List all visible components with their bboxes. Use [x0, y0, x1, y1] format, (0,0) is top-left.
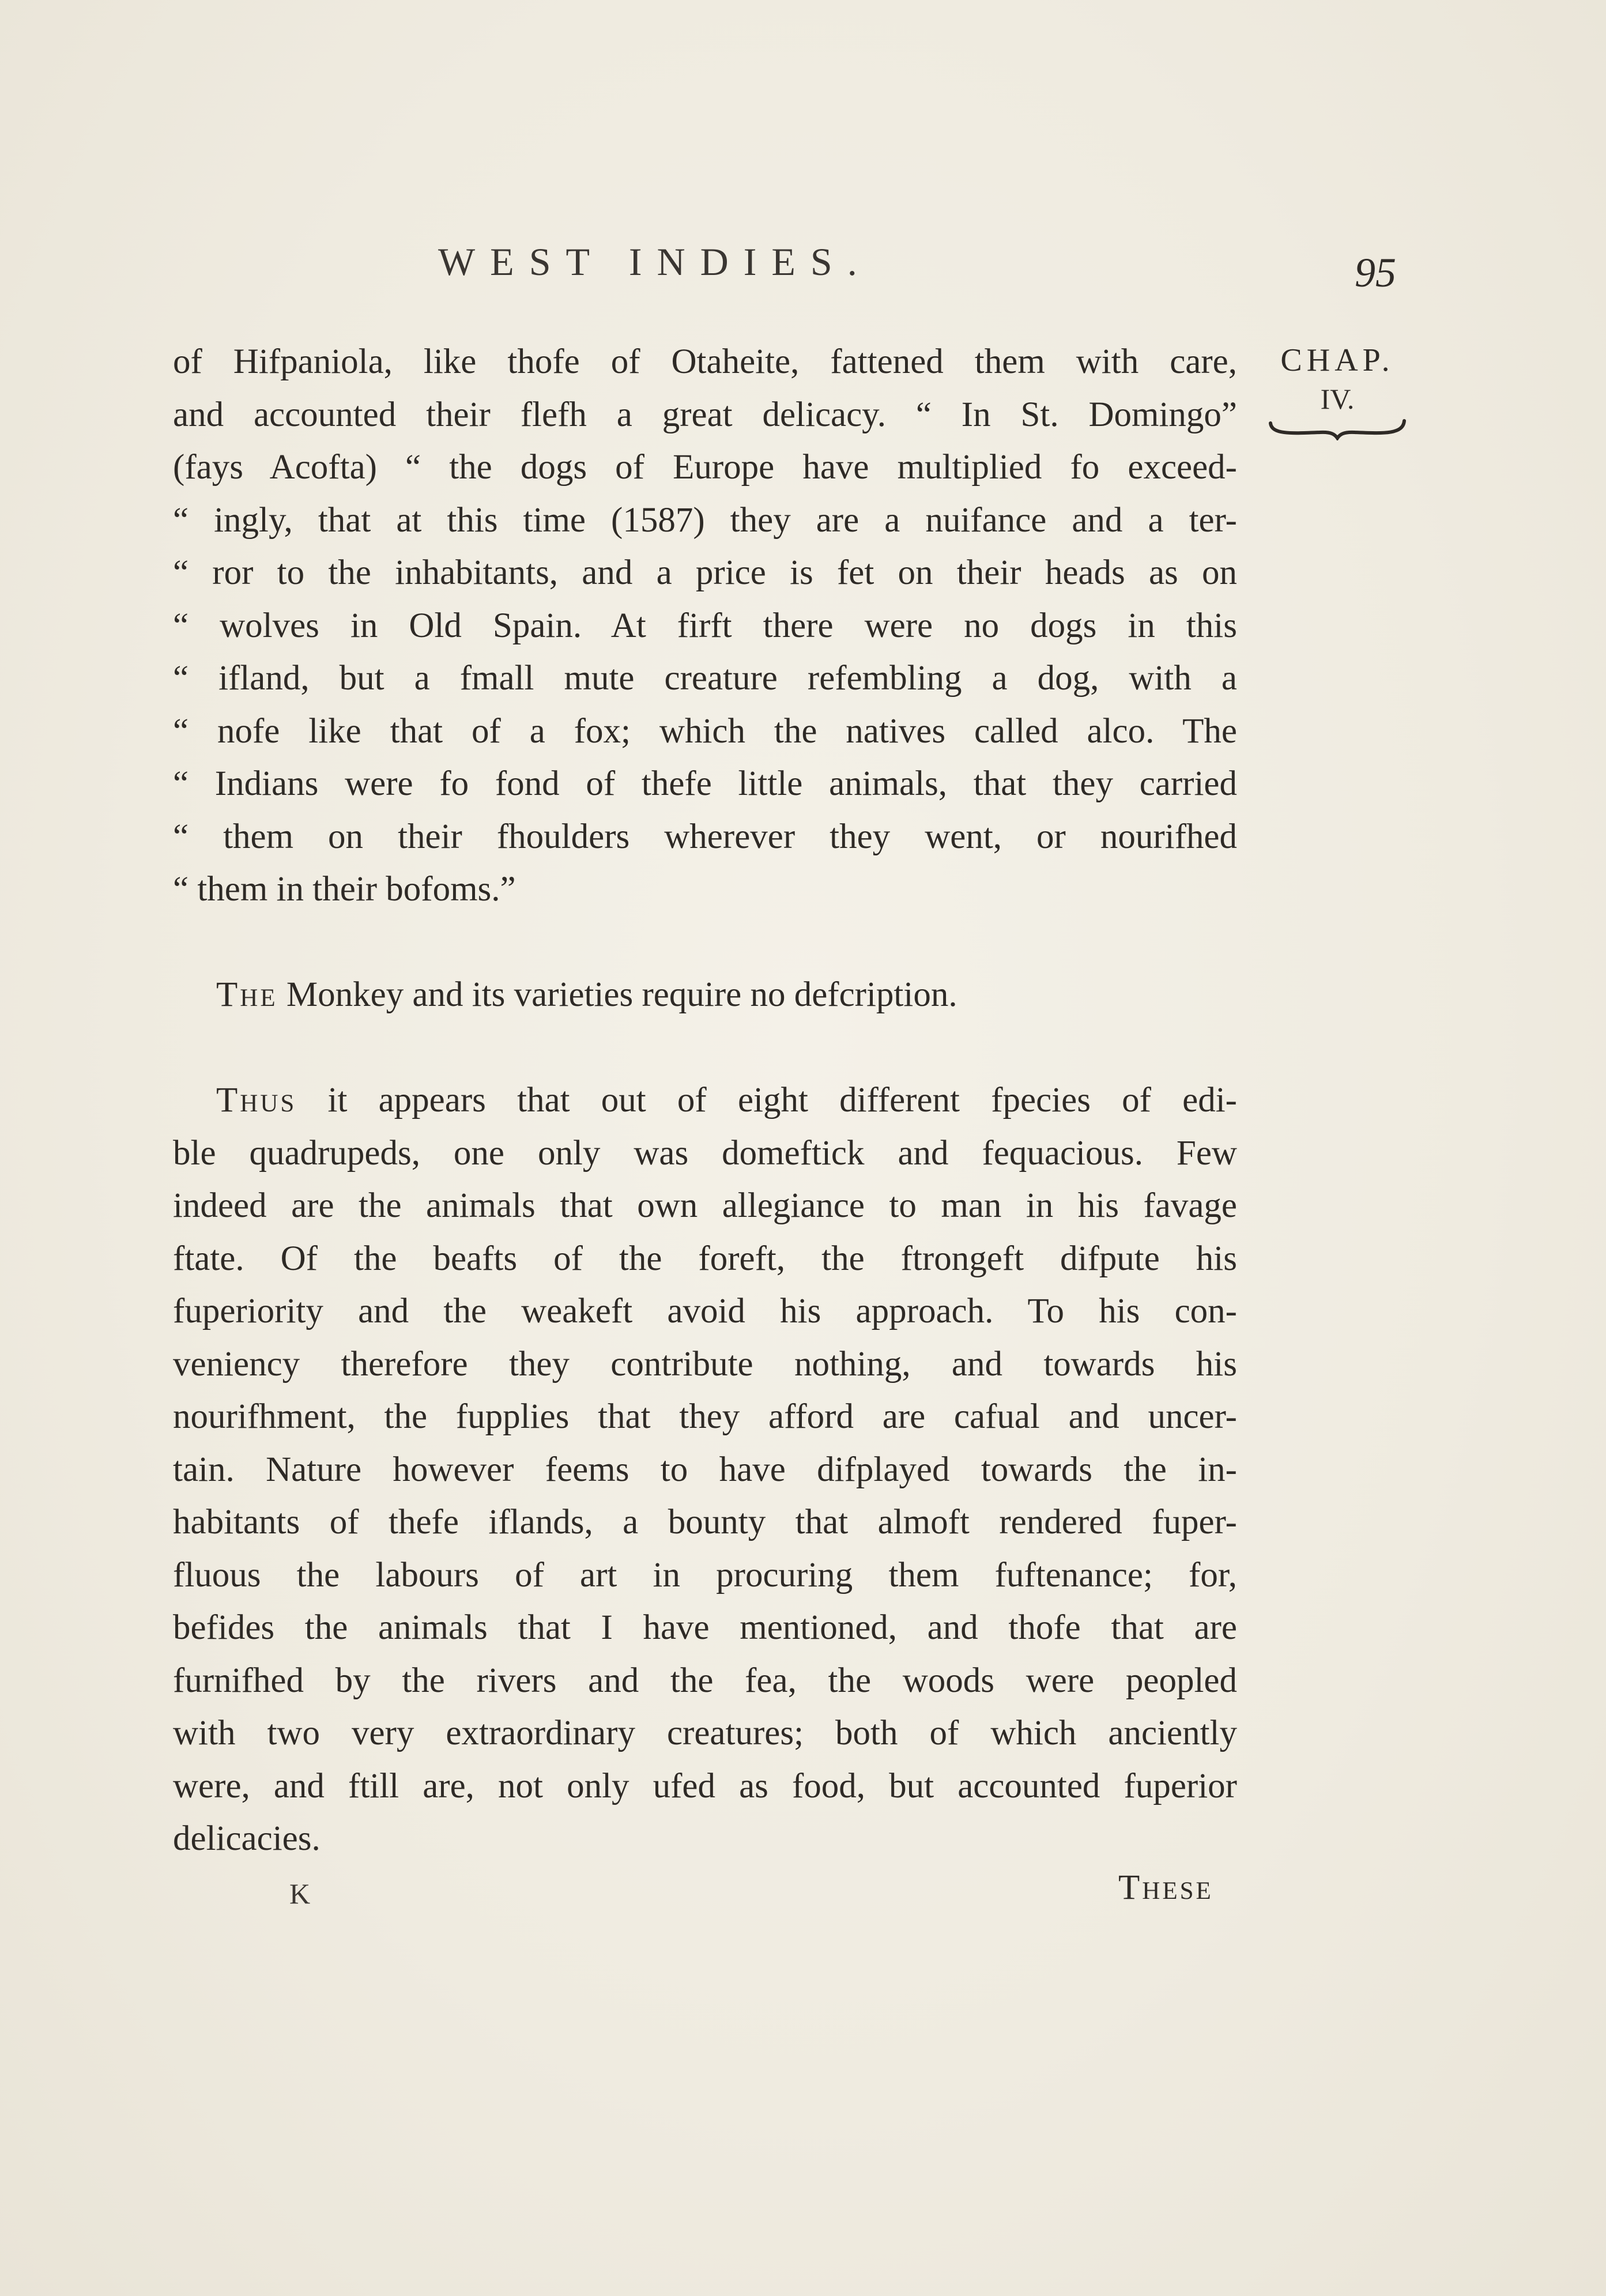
text-run: Monkey and its varieties require no defcription. — [277, 975, 957, 1014]
text-line: with two very extraordinary creatures; both of which anciently — [173, 1714, 1237, 1752]
text-run: it appears that out of eight different fpecies of edi- — [296, 1081, 1237, 1119]
paragraph-monkey — [173, 968, 1237, 1021]
text-line: veniency therefore they contribute nothing, and towards his — [173, 1344, 1237, 1383]
chapter-label: CHAP. — [1280, 342, 1394, 378]
text-line: furnifhed by the rivers and the fea, the woods were peopled — [173, 1661, 1237, 1700]
paragraph-gap — [173, 916, 1237, 969]
catchword: These — [1118, 1868, 1213, 1907]
text-line: ble quadrupeds, one only was domeftick and fequacious. Few — [173, 1133, 1237, 1172]
text-line: (fays Acofta) “ the dogs of Europe have multiplied fo exceed- — [173, 448, 1237, 487]
text-line: “ ingly, that at this time (1587) they are a nuifance and a ter- — [173, 500, 1237, 540]
lead-word: Thus — [216, 1081, 297, 1119]
lead-word: The — [216, 975, 278, 1014]
body-text — [173, 335, 1237, 1865]
text-line: indeed are the animals that own allegiance to man in his favage — [173, 1186, 1237, 1225]
text-line: delicacies. — [173, 1819, 321, 1858]
text-line: “ wolves in Old Spain. At firft there were no dogs in this — [173, 606, 1237, 645]
page-number: 95 — [1355, 250, 1396, 296]
text-line: were, and ftill are, not only ufed as food, but accounted fuperior — [173, 1766, 1237, 1805]
text-line: befides the animals that I have mentioned, and thofe that are — [173, 1608, 1237, 1647]
signature-mark: K — [289, 1877, 311, 1910]
text-line: tain. Nature however feems to have difplayed towards the in- — [173, 1450, 1237, 1489]
text-line: ftate. Of the beafts of the foreft, the ftrongeft difpute his — [173, 1239, 1237, 1278]
text-line: “ ifland, but a fmall mute creature refembling a dog, with a — [173, 659, 1237, 698]
text-line: “ them on their fhoulders wherever they went, or nourifhed — [173, 817, 1237, 856]
paragraph-gap — [173, 1021, 1237, 1075]
chapter-margin-note — [1251, 339, 1424, 440]
text-line: fluous the labours of art in procuring them fuftenance; for, — [173, 1555, 1237, 1594]
text-line: nourifhment, the fupplies that they afford are cafual and uncer- — [173, 1397, 1237, 1436]
text-line: “ ror to the inhabitants, and a price is fet on their heads as on — [173, 553, 1237, 592]
paragraph-thus-first-line — [173, 1074, 1237, 1127]
running-head: WEST INDIES. — [438, 240, 872, 284]
text-line: fuperiority and the weakeft avoid his approach. To his con- — [173, 1292, 1237, 1330]
brace-ornament-icon — [1268, 417, 1407, 440]
text-line: “ them in their bofoms.” — [173, 870, 516, 908]
text-line: and accounted their flefh a great delicacy. “ In St. Domingo” — [173, 395, 1237, 434]
text-line: habitants of thefe iflands, a bounty that almoft rendered fuper- — [173, 1503, 1237, 1541]
text-line: “ nofe like that of a fox; which the natives called alco. The — [173, 711, 1237, 751]
text-line: “ Indians were fo fond of thefe little animals, that they carried — [173, 764, 1237, 803]
chapter-number: IV. — [1320, 383, 1355, 415]
text-line: of Hifpaniola, like thofe of Otaheite, fattened them with care, — [173, 342, 1237, 381]
